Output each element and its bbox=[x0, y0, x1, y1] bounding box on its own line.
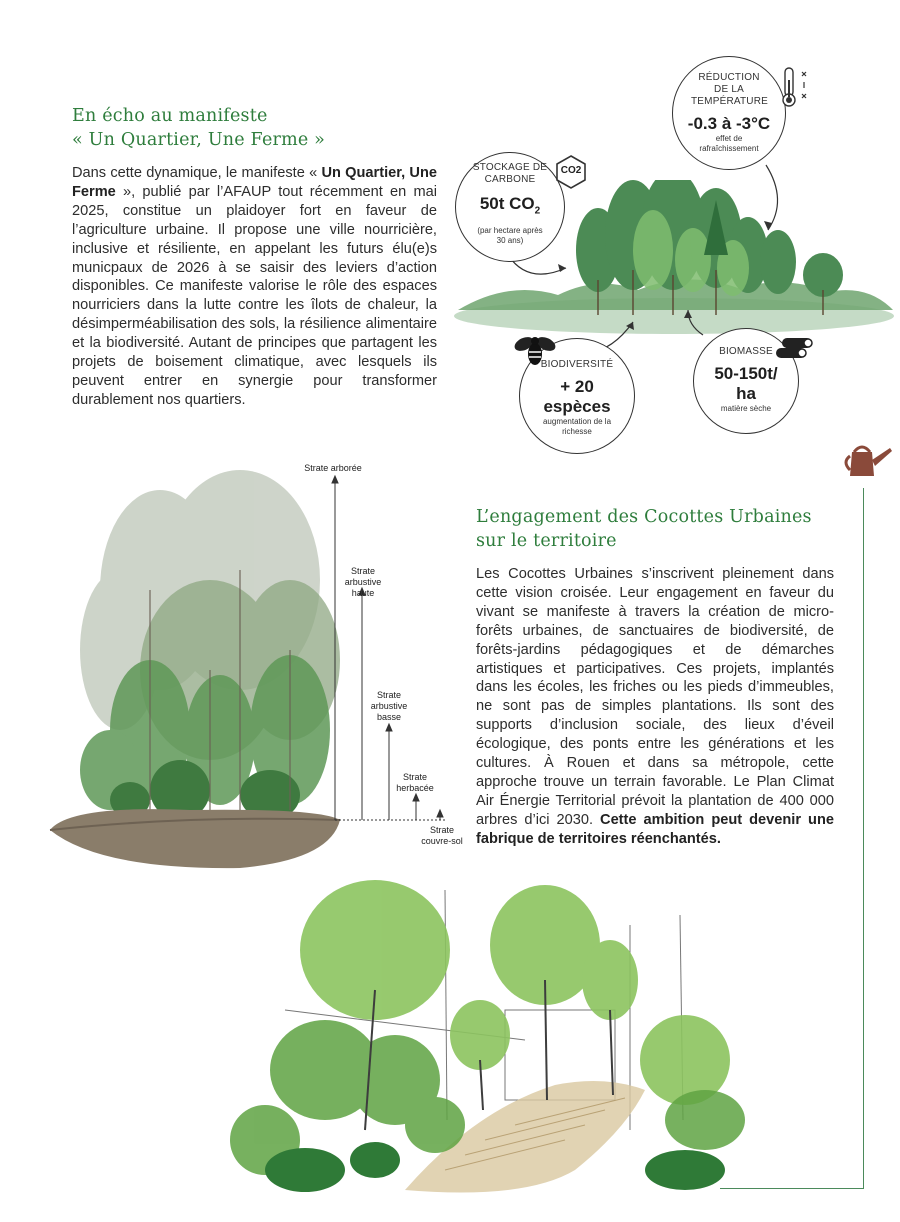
thermometer-icon bbox=[780, 66, 814, 110]
biomass-value: 50-150t/ ha bbox=[714, 364, 778, 403]
section1-heading bbox=[72, 104, 432, 152]
bee-icon bbox=[512, 332, 558, 368]
biomass-label: BIOMASSE bbox=[719, 346, 773, 357]
carbon-circle bbox=[455, 152, 565, 262]
co2-badge-label: CO2 bbox=[560, 165, 582, 176]
section2-heading-line1: L’engagement des Cocottes Urbaines bbox=[476, 507, 812, 527]
section2-para-main: Les Cocottes Urbaines s’inscrivent pleinement dans cette vision croisée. Leur engagement en faveur du vivant se manifeste à travers la création de micro-forêts urbaines, de sanctuaires de biodiversité, de forêts-jardins pédagogiques et de démarches artistiques et participatives. Ces projets, implantés dans les écoles, les friches ou les pieds d’immeubles, ne sont pas de simples plantations. Ils sont des supports d’inclusion sociale, des lieux d’éveil écologique, des ponts entre les générations et les cultures. À Rouen et dans sa métropole, cette approche trouve un terrain favorable. Le Plan Climat Air Énergie Territorial prévoit la plantation de 400 000 arbres d’ici 2030. bbox=[476, 566, 834, 828]
section1-heading-line1: En écho au manifeste bbox=[72, 106, 268, 126]
logs-icon bbox=[772, 334, 816, 364]
carbon-label: STOCKAGE DE CARBONE bbox=[472, 162, 548, 186]
strata-couvre-sol-label: Strate couvre-sol bbox=[421, 825, 463, 846]
section2-heading-line2: sur le territoire bbox=[476, 531, 617, 551]
section1-para-end: », publié par l’AFAUP tout récemment en mai 2025, constitue un plaidoyer fort en faveur de l’agriculture urbaine. Il propose une ville nourricière, inclusive et résiliente, en appelant les futurs élu(e)s municpaux de 2026 à se saisir des leviers d’action disponibles. Ce manifeste valorise le rôle des espaces nourriciers dans la lutte contre les îlots de chaleur, la désimperméabilisation des sols, la résilience alimentaire et la biodiversité. Autant de principes que partagent les projets de boisement climatique, avec lesquels ils peuvent entrer en synergie pour transformer durablement nos quartiers. bbox=[72, 183, 437, 408]
section1-para-start: Dans cette dynamique, le manifeste « bbox=[72, 165, 322, 181]
section2-para-bold: Cette ambition peut devenir une fabrique de territoires réenchantés. bbox=[476, 811, 834, 847]
co2-icon bbox=[553, 154, 589, 190]
biomass-note: matière sèche bbox=[720, 404, 772, 413]
temperature-value: -0.3 à -3°C bbox=[687, 114, 771, 133]
carbon-value-main: 50t CO bbox=[479, 194, 535, 214]
carbon-note: (par hectare après 30 ans) bbox=[477, 225, 543, 245]
strata-herbacee-label: Strate herbacée bbox=[396, 772, 434, 793]
watering-can-icon bbox=[842, 438, 894, 480]
carbon-value-sub: 2 bbox=[534, 205, 541, 217]
carbon-value bbox=[480, 194, 540, 221]
biodiversity-note: augmentation de la richesse bbox=[542, 417, 612, 436]
strata-arbustive-haute-label: Strate arbustive haute bbox=[344, 566, 382, 598]
section1-heading-line2: « Un Quartier, Une Ferme » bbox=[72, 130, 326, 150]
biodiversity-value: + 20 espèces bbox=[543, 377, 611, 416]
frame-line-vertical bbox=[863, 488, 864, 1188]
section2-heading bbox=[476, 505, 846, 553]
strata-arbustive-basse-label: Strate arbustive basse bbox=[370, 690, 408, 722]
section2-paragraph bbox=[476, 565, 834, 849]
section1-paragraph bbox=[72, 164, 437, 410]
section1-para-bold: Un Quartier, Une Ferme bbox=[72, 165, 437, 200]
temperature-circle bbox=[672, 56, 786, 170]
strata-illustration bbox=[40, 470, 460, 880]
temperature-note: effet de rafraîchissement bbox=[699, 134, 759, 153]
biodiversity-label: BIODIVERSITÉ bbox=[540, 359, 614, 370]
strata-arboree-label: Strate arborée bbox=[304, 463, 362, 473]
garden-illustration bbox=[225, 870, 760, 1210]
temperature-label: RÉDUCTION DE LA TEMPÉRATURE bbox=[691, 72, 769, 107]
